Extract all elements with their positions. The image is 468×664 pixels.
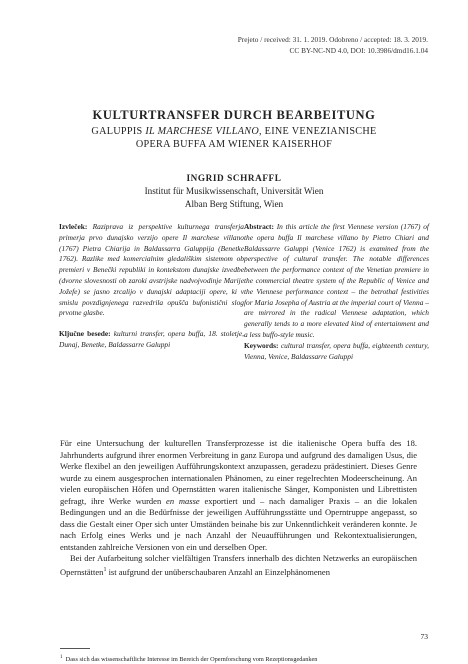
subtitle-line-1: GALUPPIS IL MARCHESE VILLANO, EINE VENEZIANISCHE [91, 126, 377, 137]
author-block [40, 172, 428, 211]
abstract-slovenian [59, 222, 244, 351]
keywords-label: Ključne besede: [59, 329, 111, 339]
license-doi: CC BY-NC-ND 4.0, DOI: 10.3986/dmd16.1.04 [289, 45, 428, 55]
abstract-english-text: Abstract: In this article the first Viennese version (1767) of the opera buffa Il marchese villano by Pietro Chiari and Baldassarre Galuppi (Venice 1762) is examined from the perspective of cultural transfer. The notable differences between the performance context of the Venetian premiere in the commercial theatre system of the Republic of Venice and the Viennese performance context – the betrothal festivities for Maria Josepha of Austria at the imperial court of Vienna – are mirrored in the radical Viennese adaptation, which generally tends to a more elevated kind of entertainment and a less buffo-style music. [244, 222, 429, 339]
footnote-mark: 1 [60, 655, 63, 660]
paragraph-1: Für eine Untersuchung der kulturellen Transferprozesse ist die italienische Opera buffa des 18. Jahrhunderts aufgrund ihrer enormen Verbreitung in ganz Europa und aufgrund des damaligen Usus, die Werke flexibel an den jeweiligen Aufführungskontext anzupassen, geradezu prädestiniert. Dieses Genre wurde zu einem ausgesprochen internationalen Phänomen, zu einer regelrechten Modeerscheinung. An vielen europäischen Höfen und Opernstätten waren italienische Sänger, Komponisten und Librettisten gefragt, ihre Werke wurden en masse exportiert und – nach damaliger Praxis – an die lokalen Bedingungen und an die Bedürfnisse der jeweiligen Aufführungsstätte und Operntruppe angepasst, so dass die Gestalt einer Oper sich unter Umständen beinahe bis zur Unkenntlichkeit veränderen konnte. Je nach Erfolg eines Werks und je nach Anzahl der Neuaufführungen und Rekontextualisierungen, entstanden zahlreiche Versionen von ein und derselben Oper. [60, 438, 417, 552]
keywords-label: Keywords: [244, 340, 279, 350]
page-number: 73 [420, 632, 428, 641]
author-affiliation-1: Institut für Musikwissenschaft, Universität Wien [144, 186, 324, 196]
received-accepted-dates: Prejeto / received: 31. 1. 2019. Odobreno / accepted: 18. 3. 2019. [237, 35, 428, 44]
footnote-text: Dass sich das wissenschaftliche Interesse im Bereich der Opernforschung vom Rezeptionsgedanken [65, 656, 318, 664]
footnote-divider [60, 648, 90, 649]
footnote-reference[interactable]: 1 [103, 566, 107, 573]
article-subtitle [40, 125, 428, 151]
keywords-english: Keywords: cultural transfer, opera buffa, eighteenth century, Vienna, Venice, Baldassarre Galuppi [244, 340, 429, 361]
article-metadata [98, 35, 428, 56]
abstract-slovenian-text: Izvleček: Raziprava iz perspektive kulturnega transferja primerja prvo dunajsko verzijo opere Il marchese villano (1767) Pietra Chiarija in Baldassarra Galuppija (Benetke 1762). Razlike med komercialnim gledališkim sistemom ob premieri v Benečki republiki in kontekstom dunajske izvedbe (dvorne slovesnosti ob zaroki avstrijske nadvojvodinje Marije Jožefe) se jasno zrcalijo v dunajski adaptaciji opere, ki v smislu povzdignjenega razvedrila opušča bufonistični slog prvotne glasbe. [59, 222, 244, 318]
opera-title: IL MARCHESE VILLANO [145, 126, 259, 137]
author-name: INGRID SCHRAFFL [186, 173, 282, 183]
paragraph-2: Bei der Aufarbeitung solcher vielfältigen Transfers innerhalb des dichten Netzwerks an europäischen Opernstätten$^1$ ist aufgrund der unüberschaubaren Anzahl an Einzelphänomenen [60, 553, 417, 577]
abstract-label: Izvleček: [59, 222, 88, 231]
subtitle-line-2: OPERA BUFFA AM WIENER KAISERHOF [135, 139, 333, 150]
author-affiliation-2: Alban Berg Stiftung, Wien [184, 199, 284, 209]
abstract-english [244, 222, 429, 362]
article-title: KULTURTRANSFER DURCH BEARBEITUNG [92, 108, 376, 122]
keywords-slovenian: Ključne besede: kulturni transfer, opera buffa, 18. stoletje, Dunaj, Benetke, Baldassarre Galuppi [59, 329, 244, 349]
body-text [60, 438, 417, 578]
abstract-label: Abstract: [244, 222, 274, 231]
